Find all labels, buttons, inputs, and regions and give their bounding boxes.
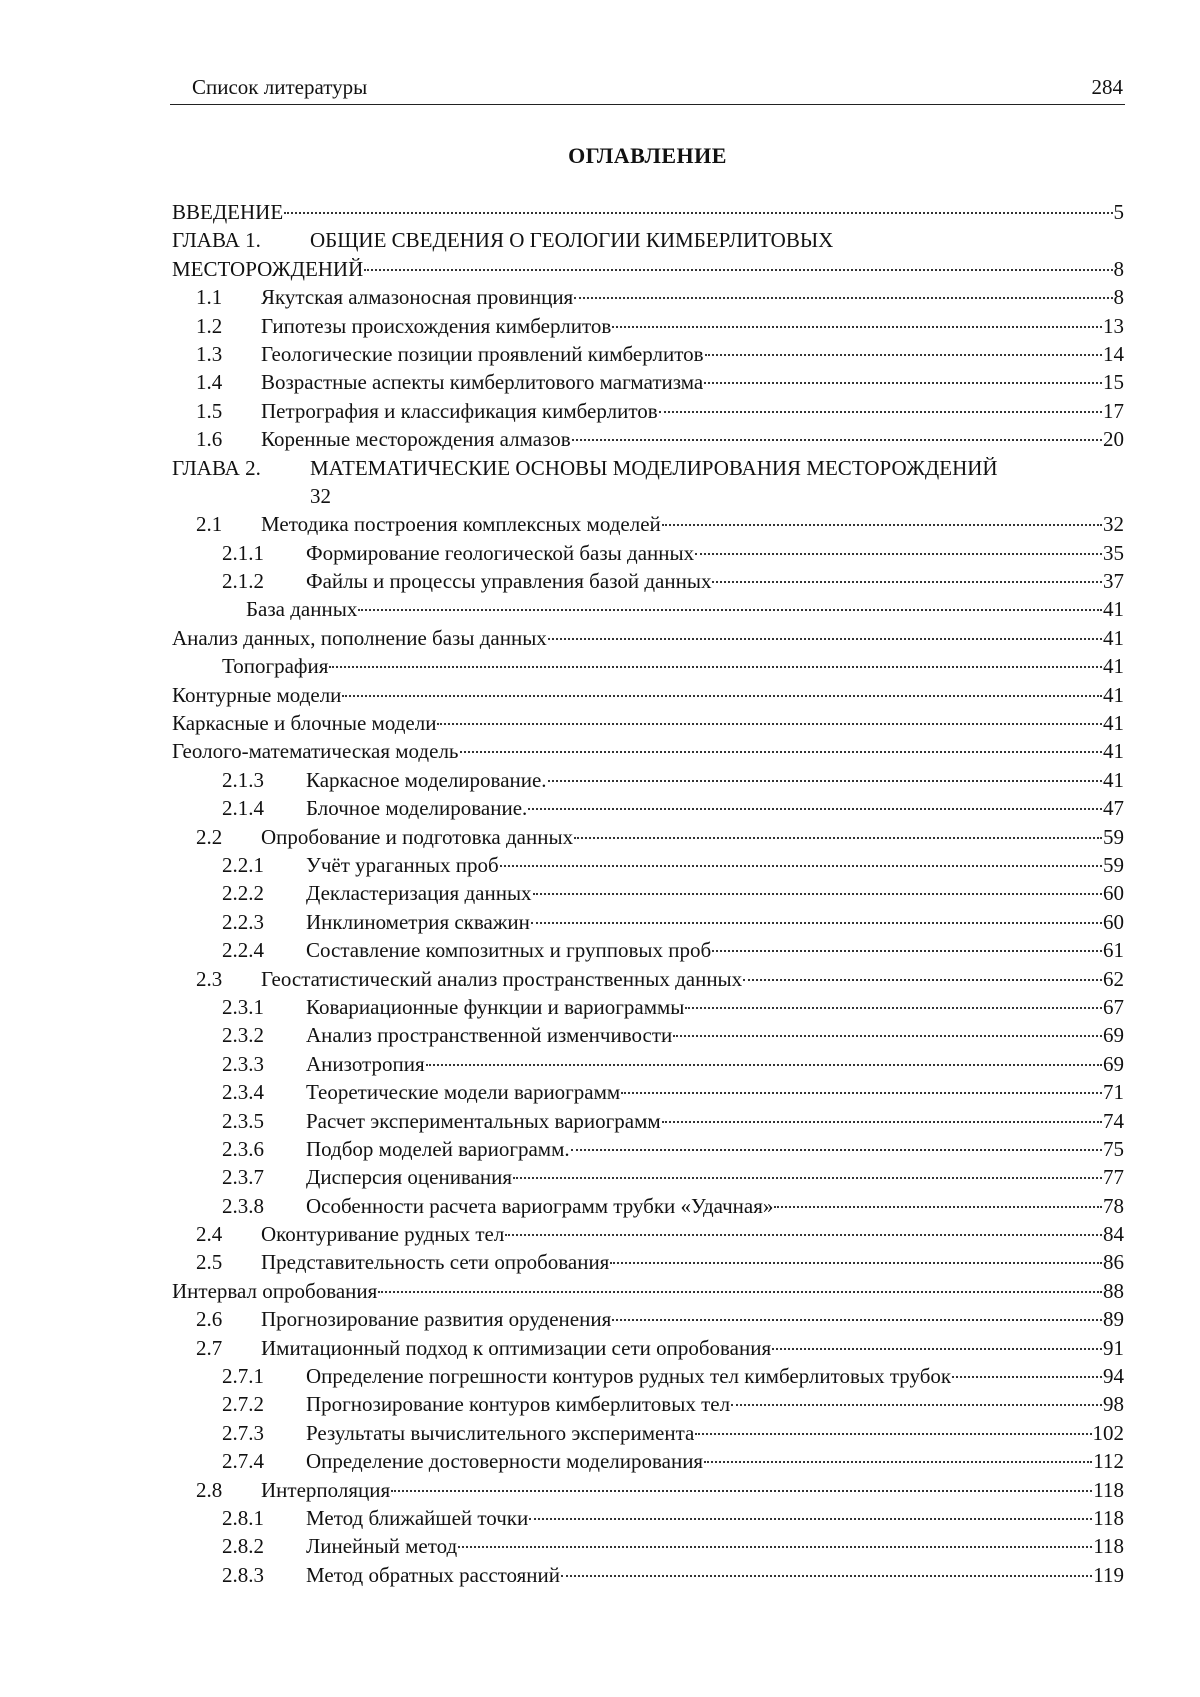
toc-entry-label: Петрография и классификация кимберлитов — [261, 398, 658, 423]
toc-entry-page: 60 — [1103, 881, 1124, 906]
page-header — [170, 70, 1125, 105]
toc-entry-label: Прогнозирование развития оруденения — [261, 1307, 612, 1332]
toc-entry-number: 2.1 — [196, 512, 223, 537]
toc-leader-dots — [612, 326, 1102, 328]
toc-entry[interactable] — [172, 198, 1124, 226]
toc-leader-dots — [548, 780, 1102, 782]
toc-entry-label: ВВЕДЕНИЕ — [172, 200, 284, 224]
toc-leader-dots — [391, 1490, 1092, 1492]
toc-entry-number: 2.4 — [196, 1222, 223, 1247]
toc-entry-number: 2.2 — [196, 824, 223, 849]
toc-entry-page: 67 — [1103, 994, 1124, 1019]
toc-entry-number: 2.8 — [196, 1477, 223, 1502]
toc-entry[interactable] — [172, 993, 1124, 1021]
toc-entry-label: Подбор моделей вариограмм. — [306, 1136, 570, 1161]
toc-entry-page: 14 — [1103, 341, 1124, 366]
toc-entry-page: 88 — [1103, 1278, 1124, 1303]
toc-entry-heading[interactable] — [172, 454, 1124, 482]
toc-entry-label: Составление композитных и групповых проб — [306, 938, 712, 963]
toc-entry-number: 2.7.3 — [222, 1420, 264, 1445]
toc-entry-label: Коренные месторождения алмазов — [261, 427, 571, 452]
toc-entry[interactable] — [172, 255, 1124, 283]
toc-leader-dots — [574, 837, 1102, 839]
toc-entry-label: Топография — [222, 654, 329, 679]
toc-leader-dots — [529, 1518, 1092, 1520]
toc-entry-label: Теоретические модели вариограмм — [306, 1080, 621, 1105]
toc-entry-number: 2.3.2 — [222, 1023, 264, 1048]
toc-entry-number: 2.7.2 — [222, 1392, 264, 1417]
toc-leader-dots — [437, 723, 1102, 725]
toc-entry-number: 1.2 — [196, 313, 223, 338]
toc-entry-label: Анизотропия — [306, 1051, 425, 1076]
toc-leader-dots — [662, 524, 1102, 526]
toc-entry[interactable] — [172, 1050, 1124, 1078]
toc-entry-number: 1.1 — [196, 285, 223, 310]
toc-entry-label: Линейный метод — [306, 1534, 458, 1559]
toc-entry-label: Интерполяция — [261, 1477, 391, 1502]
toc-entry-label: Оконтуривание рудных тел — [261, 1222, 505, 1247]
toc-entry-page: 13 — [1103, 313, 1124, 338]
toc-entry-label-cont: МЕСТОРОЖДЕНИЙ — [172, 256, 364, 281]
toc-entry-page: 94 — [1103, 1364, 1124, 1389]
toc-entry-page: 8 — [1113, 256, 1124, 281]
toc-entry-number: 2.2.2 — [222, 881, 264, 906]
toc-entry-page: 41 — [1103, 767, 1124, 792]
toc-entry[interactable] — [172, 283, 1124, 311]
toc-entry-number: 2.3.6 — [222, 1136, 264, 1161]
toc-entry-page: 47 — [1103, 796, 1124, 821]
toc-entry[interactable] — [172, 1192, 1124, 1220]
toc-entry-number: 2.8.1 — [222, 1505, 264, 1530]
toc-entry-number: 2.6 — [196, 1307, 223, 1332]
toc-entry-page: 71 — [1103, 1080, 1124, 1105]
toc-entry-page: 77 — [1103, 1165, 1124, 1190]
toc-entry[interactable] — [172, 823, 1124, 851]
toc-leader-dots — [458, 1546, 1092, 1548]
toc-entry[interactable] — [172, 595, 1124, 623]
toc-entry-label: Каркасные и блочные модели — [172, 711, 437, 736]
toc-entry-label: ОБЩИЕ СВЕДЕНИЯ О ГЕОЛОГИИ КИМБЕРЛИТОВЫХ — [310, 228, 834, 253]
toc-leader-dots — [704, 382, 1102, 384]
toc-leader-dots — [712, 581, 1102, 583]
toc-entry[interactable] — [172, 1362, 1124, 1390]
toc-entry-page-line — [172, 482, 1124, 510]
toc-leader-dots — [284, 212, 1112, 214]
toc-entry-page: 74 — [1103, 1108, 1124, 1133]
toc-entry-page: 89 — [1103, 1307, 1124, 1332]
toc-leader-dots — [774, 1206, 1102, 1208]
toc-leader-dots — [500, 865, 1102, 867]
toc-leader-dots — [533, 893, 1102, 895]
toc-entry-label: Возрастные аспекты кимберлитового магматизма — [261, 370, 704, 395]
toc-entry-label: Геологические позиции проявлений кимберлитов — [261, 341, 704, 366]
toc-entry-page: 86 — [1103, 1250, 1124, 1275]
toc-entry-label: Ковариационные функции и вариограммы — [306, 994, 685, 1019]
toc-entry[interactable] — [172, 312, 1124, 340]
toc-entry-page: 84 — [1103, 1222, 1124, 1247]
toc-entry-number: 2.3.1 — [222, 994, 264, 1019]
toc-entry-number: 1.5 — [196, 398, 223, 423]
toc-entry-label: Формирование геологической базы данных — [306, 540, 695, 565]
toc-leader-dots — [342, 695, 1102, 697]
toc-entry-page: 41 — [1103, 597, 1124, 622]
toc-leader-dots — [952, 1376, 1102, 1378]
toc-leader-dots — [621, 1092, 1102, 1094]
toc-entry-number: 1.4 — [196, 370, 223, 395]
toc-entry-page: 37 — [1103, 569, 1124, 594]
toc-entry-label: Блочное моделирование. — [306, 796, 528, 821]
toc-entry-label: Анализ данных, пополнение базы данных — [172, 625, 547, 650]
toc-entry[interactable] — [172, 965, 1124, 993]
toc-entry-page: 98 — [1103, 1392, 1124, 1417]
toc-entry-label: Контурные модели — [172, 682, 342, 707]
toc-entry-number: 2.2.1 — [222, 852, 264, 877]
toc-entry-label: Дисперсия оценивания — [306, 1165, 513, 1190]
toc-entry-label: Прогнозирование контуров кимберлитовых тел — [306, 1392, 731, 1417]
toc-entry-number: 2.2.4 — [222, 938, 264, 963]
toc-entry-label: Декластеризация данных — [306, 881, 532, 906]
toc-entry[interactable] — [172, 1504, 1124, 1532]
toc-entry-heading[interactable] — [172, 226, 1124, 254]
toc-entry-label: Представительность сети опробования — [261, 1250, 610, 1275]
toc-entry-page: 20 — [1103, 427, 1124, 452]
toc-entry-label: Геолого-математическая модель — [172, 739, 459, 764]
toc-leader-dots — [705, 354, 1102, 356]
toc-entry[interactable] — [172, 766, 1124, 794]
toc-entry-number: 2.3 — [196, 966, 223, 991]
table-of-contents — [172, 198, 1124, 1589]
toc-entry-label: Определение достоверности моделирования — [306, 1449, 704, 1474]
toc-entry[interactable] — [172, 1248, 1124, 1276]
toc-entry[interactable] — [172, 681, 1124, 709]
toc-entry-label: Определение погрешности контуров рудных тел кимберлитовых трубок — [306, 1364, 952, 1389]
toc-entry[interactable] — [172, 510, 1124, 538]
toc-entry-page: 41 — [1103, 625, 1124, 650]
toc-entry[interactable] — [172, 1135, 1124, 1163]
page-number: 284 — [1091, 75, 1123, 99]
toc-entry-label: Якутская алмазоносная провинция — [261, 285, 574, 310]
toc-entry-page: 112 — [1093, 1449, 1124, 1474]
toc-entry-page: 102 — [1092, 1420, 1124, 1445]
toc-entry[interactable] — [172, 1532, 1124, 1560]
toc-entry-label: Учёт ураганных проб — [306, 852, 499, 877]
toc-entry[interactable] — [172, 908, 1124, 936]
toc-entry[interactable] — [172, 709, 1124, 737]
toc-entry[interactable] — [172, 624, 1124, 652]
toc-leader-dots — [572, 439, 1102, 441]
toc-leader-dots — [531, 922, 1102, 924]
toc-entry-label: Метод обратных расстояний — [306, 1562, 561, 1587]
toc-leader-dots — [378, 1291, 1102, 1293]
toc-entry-page: 5 — [1113, 200, 1124, 224]
toc-entry[interactable] — [172, 879, 1124, 907]
toc-entry-page: 119 — [1093, 1562, 1124, 1587]
toc-entry-label: Гипотезы происхождения кимберлитов — [261, 313, 612, 338]
toc-entry-page: 69 — [1103, 1051, 1124, 1076]
toc-leader-dots — [528, 808, 1102, 810]
toc-entry-label: Файлы и процессы управления базой данных — [306, 569, 712, 594]
toc-entry[interactable] — [172, 1419, 1124, 1447]
toc-leader-dots — [548, 638, 1102, 640]
toc-leader-dots — [695, 1433, 1091, 1435]
toc-entry-number: 2.1.1 — [222, 540, 264, 565]
toc-title: ОГЛАВЛЕНИЕ — [568, 143, 727, 168]
toc-entry-page: 15 — [1103, 370, 1124, 395]
toc-entry-page: 75 — [1103, 1136, 1124, 1161]
toc-entry-number: 2.1.2 — [222, 569, 264, 594]
toc-entry-number: 2.3.8 — [222, 1193, 264, 1218]
toc-entry-page: 17 — [1103, 398, 1124, 423]
toc-entry-page: 59 — [1103, 852, 1124, 877]
toc-entry[interactable] — [172, 737, 1124, 765]
toc-entry-number: 2.3.3 — [222, 1051, 264, 1076]
toc-entry-label: Геостатистический анализ пространственных данных — [261, 966, 743, 991]
toc-entry-number: 2.8.2 — [222, 1534, 264, 1559]
toc-entry[interactable] — [172, 1021, 1124, 1049]
toc-entry-number: 2.3.4 — [222, 1080, 264, 1105]
toc-entry-page: 118 — [1093, 1505, 1124, 1530]
toc-entry[interactable] — [172, 368, 1124, 396]
toc-leader-dots — [673, 1035, 1102, 1037]
toc-entry-label: МАТЕМАТИЧЕСКИЕ ОСНОВЫ МОДЕЛИРОВАНИЯ МЕСТОРОЖДЕНИЙ — [310, 455, 998, 480]
toc-entry[interactable] — [172, 1163, 1124, 1191]
toc-entry-page: 32 — [1103, 512, 1124, 537]
toc-entry[interactable] — [172, 1078, 1124, 1106]
toc-entry-label: Результаты вычислительного эксперимента — [306, 1420, 695, 1445]
toc-entry[interactable] — [172, 1107, 1124, 1135]
toc-entry-label: Методика построения комплексных моделей — [261, 512, 661, 537]
toc-leader-dots — [364, 269, 1112, 271]
toc-leader-dots — [426, 1064, 1102, 1066]
toc-entry[interactable] — [172, 1220, 1124, 1248]
toc-entry[interactable] — [172, 1305, 1124, 1333]
toc-entry-label: Опробование и подготовка данных — [261, 824, 574, 849]
toc-entry[interactable] — [172, 567, 1124, 595]
toc-leader-dots — [358, 609, 1102, 611]
toc-entry-number: 2.7.4 — [222, 1449, 264, 1474]
toc-entry-number: 2.5 — [196, 1250, 223, 1275]
toc-entry[interactable] — [172, 425, 1124, 453]
toc-entry-page: 91 — [1103, 1335, 1124, 1360]
toc-entry-page: 8 — [1113, 285, 1124, 310]
toc-entry-number: 2.1.4 — [222, 796, 264, 821]
toc-entry-label: Расчет экспериментальных вариограмм — [306, 1108, 661, 1133]
toc-entry-page: 69 — [1103, 1023, 1124, 1048]
toc-entry-label: База данных — [246, 597, 358, 622]
toc-leader-dots — [704, 1461, 1092, 1463]
toc-leader-dots — [513, 1177, 1102, 1179]
toc-entry-label: Интервал опробования — [172, 1278, 378, 1303]
toc-entry[interactable] — [172, 397, 1124, 425]
toc-entry-number: 2.7 — [196, 1335, 223, 1360]
toc-entry-page: 62 — [1103, 966, 1124, 991]
toc-leader-dots — [571, 1149, 1102, 1151]
toc-entry[interactable] — [172, 1277, 1124, 1305]
toc-entry-label: Каркасное моделирование. — [306, 767, 547, 792]
toc-entry-label: Имитационный подход к оптимизации сети опробования — [261, 1335, 772, 1360]
toc-leader-dots — [612, 1319, 1102, 1321]
toc-entry-number: 2.1.3 — [222, 767, 264, 792]
toc-entry-page: 60 — [1103, 909, 1124, 934]
toc-entry-number: 2.3.7 — [222, 1165, 264, 1190]
toc-leader-dots — [561, 1575, 1092, 1577]
toc-entry-label: Метод ближайшей точки — [306, 1505, 529, 1530]
toc-leader-dots — [662, 1121, 1102, 1123]
toc-entry-number: 2.2.3 — [222, 909, 264, 934]
toc-entry-page: 41 — [1103, 682, 1124, 707]
toc-entry-number: 2.7.1 — [222, 1364, 264, 1389]
toc-entry[interactable] — [172, 1334, 1124, 1362]
toc-entry-number: 2.8.3 — [222, 1562, 264, 1587]
toc-entry[interactable] — [172, 652, 1124, 680]
toc-leader-dots — [460, 751, 1103, 753]
toc-entry[interactable] — [172, 1447, 1124, 1475]
toc-leader-dots — [659, 411, 1102, 413]
toc-entry-page: 59 — [1103, 824, 1124, 849]
toc-leader-dots — [505, 1234, 1102, 1236]
toc-leader-dots — [695, 553, 1102, 555]
toc-entry-number: 2.3.5 — [222, 1108, 264, 1133]
toc-entry-page: 32 — [310, 483, 331, 508]
toc-entry-number: ГЛАВА 1. — [172, 228, 261, 253]
toc-entry[interactable] — [172, 539, 1124, 567]
toc-entry-label: Инклинометрия скважин — [306, 909, 530, 934]
toc-entry-page: 61 — [1103, 938, 1124, 963]
toc-entry-page: 35 — [1103, 540, 1124, 565]
toc-entry[interactable] — [172, 851, 1124, 879]
toc-entry-page: 118 — [1093, 1534, 1124, 1559]
toc-entry-number: 1.3 — [196, 341, 223, 366]
toc-leader-dots — [731, 1404, 1102, 1406]
toc-entry[interactable] — [172, 936, 1124, 964]
toc-entry-page: 41 — [1103, 739, 1124, 764]
toc-leader-dots — [743, 979, 1102, 981]
toc-entry-page: 118 — [1093, 1477, 1124, 1502]
toc-leader-dots — [685, 1007, 1102, 1009]
toc-leader-dots — [610, 1262, 1102, 1264]
toc-entry[interactable] — [172, 340, 1124, 368]
running-title: Список литературы — [192, 75, 368, 99]
toc-entry-label: Анализ пространственной изменчивости — [306, 1023, 673, 1048]
toc-entry-page: 41 — [1103, 711, 1124, 736]
toc-entry[interactable] — [172, 1476, 1124, 1504]
toc-entry[interactable] — [172, 794, 1124, 822]
toc-leader-dots — [712, 950, 1102, 952]
toc-leader-dots — [772, 1348, 1102, 1350]
toc-entry-number: ГЛАВА 2. — [172, 455, 261, 480]
toc-leader-dots — [329, 666, 1102, 668]
toc-entry-page: 41 — [1103, 654, 1124, 679]
toc-entry[interactable] — [172, 1561, 1124, 1589]
toc-entry-label: Особенности расчета вариограмм трубки «Удачная» — [306, 1193, 774, 1218]
toc-entry-number: 1.6 — [196, 427, 223, 452]
toc-leader-dots — [574, 297, 1112, 299]
toc-entry-page: 78 — [1103, 1193, 1124, 1218]
toc-entry[interactable] — [172, 1390, 1124, 1418]
